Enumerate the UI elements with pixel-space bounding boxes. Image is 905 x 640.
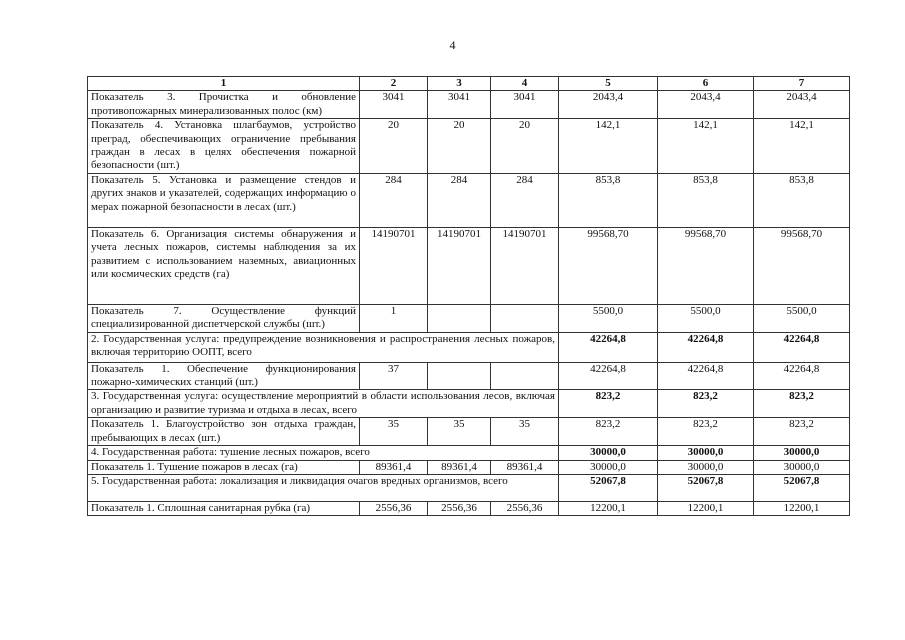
service-description: 5. Государственная работа: локализация и ликвидация очагов вредных организмов, всего <box>88 474 559 501</box>
value-cell: 12200,1 <box>559 501 658 515</box>
value-cell: 30000,0 <box>658 446 754 460</box>
column-header: 3 <box>428 77 491 91</box>
service-total-row <box>88 332 850 362</box>
value-cell: 823,2 <box>559 418 658 446</box>
value-cell: 853,8 <box>754 173 850 227</box>
column-header: 2 <box>360 77 428 91</box>
value-cell: 30000,0 <box>559 460 658 474</box>
value-cell: 52067,8 <box>658 474 754 501</box>
value-cell: 30000,0 <box>754 460 850 474</box>
service-total-row <box>88 390 850 418</box>
value-cell: 42264,8 <box>559 332 658 362</box>
value-cell: 284 <box>491 173 559 227</box>
value-cell <box>491 362 559 390</box>
value-cell: 5500,0 <box>559 304 658 332</box>
value-cell <box>491 304 559 332</box>
value-cell: 99568,70 <box>658 227 754 304</box>
service-total-row <box>88 474 850 501</box>
value-cell: 5500,0 <box>658 304 754 332</box>
value-cell: 3041 <box>360 91 428 119</box>
value-cell: 12200,1 <box>754 501 850 515</box>
value-cell: 284 <box>428 173 491 227</box>
indicator-row <box>88 304 850 332</box>
indicator-row <box>88 362 850 390</box>
value-cell: 2556,36 <box>360 501 428 515</box>
value-cell: 99568,70 <box>559 227 658 304</box>
value-cell: 52067,8 <box>559 474 658 501</box>
column-header: 1 <box>88 77 360 91</box>
value-cell: 30000,0 <box>754 446 850 460</box>
value-cell: 142,1 <box>559 119 658 174</box>
indicator-row <box>88 119 850 174</box>
value-cell: 1 <box>360 304 428 332</box>
indicator-description: Показатель 5. Установка и размещение стендов и других знаков и указателей, содержащих информацию о мерах пожарной безопасности в лесах (шт.) <box>88 173 360 227</box>
indicator-description: Показатель 1. Обеспечение функционирования пожарно-химических станций (шт.) <box>88 362 360 390</box>
value-cell: 823,2 <box>559 390 658 418</box>
value-cell: 12200,1 <box>658 501 754 515</box>
indicator-description: Показатель 1. Тушение пожаров в лесах (га) <box>88 460 360 474</box>
value-cell: 35 <box>360 418 428 446</box>
column-header: 5 <box>559 77 658 91</box>
value-cell: 142,1 <box>754 119 850 174</box>
value-cell: 3041 <box>428 91 491 119</box>
value-cell: 20 <box>428 119 491 174</box>
value-cell <box>428 304 491 332</box>
value-cell: 823,2 <box>754 390 850 418</box>
indicator-description: Показатель 6. Организация системы обнаружения и учета лесных пожаров, системы наблюдения за их развитием с использованием наземных, авиационных или космических средств (га) <box>88 227 360 304</box>
value-cell: 89361,4 <box>491 460 559 474</box>
indicator-description: Показатель 7. Осуществление функций специализированной диспетчерской службы (шт.) <box>88 304 360 332</box>
value-cell: 52067,8 <box>754 474 850 501</box>
value-cell: 853,8 <box>658 173 754 227</box>
budget-table <box>87 76 850 516</box>
table-header-row <box>88 77 850 91</box>
value-cell <box>428 362 491 390</box>
value-cell: 14190701 <box>491 227 559 304</box>
column-header: 7 <box>754 77 850 91</box>
page-number: 4 <box>449 38 456 52</box>
service-total-row <box>88 446 850 460</box>
indicator-row <box>88 501 850 515</box>
service-description: 4. Государственная работа: тушение лесных пожаров, всего <box>88 446 559 460</box>
service-description: 2. Государственная услуга: предупреждение возникновения и распространения лесных пожаров, включая территорию ООПТ, всего <box>88 332 559 362</box>
value-cell: 30000,0 <box>559 446 658 460</box>
value-cell: 89361,4 <box>360 460 428 474</box>
indicator-row <box>88 418 850 446</box>
value-cell: 142,1 <box>658 119 754 174</box>
value-cell: 3041 <box>491 91 559 119</box>
indicator-description: Показатель 1. Благоустройство зон отдыха граждан, пребывающих в лесах (шт.) <box>88 418 360 446</box>
value-cell: 42264,8 <box>754 362 850 390</box>
indicator-description: Показатель 4. Установка шлагбаумов, устройство преград, обеспечивающих ограничение пребывания граждан в лесах в целях обеспечения пожарной безопасности (шт.) <box>88 119 360 174</box>
value-cell: 42264,8 <box>559 362 658 390</box>
value-cell: 823,2 <box>754 418 850 446</box>
column-header: 6 <box>658 77 754 91</box>
value-cell: 823,2 <box>658 418 754 446</box>
value-cell: 42264,8 <box>754 332 850 362</box>
value-cell: 2043,4 <box>754 91 850 119</box>
value-cell: 42264,8 <box>658 332 754 362</box>
value-cell: 14190701 <box>428 227 491 304</box>
indicator-row <box>88 91 850 119</box>
indicator-row <box>88 227 850 304</box>
indicator-description: Показатель 3. Прочистка и обновление противопожарных минерализованных полос (км) <box>88 91 360 119</box>
value-cell: 284 <box>360 173 428 227</box>
value-cell: 42264,8 <box>658 362 754 390</box>
value-cell: 20 <box>360 119 428 174</box>
indicator-description: Показатель 1. Сплошная санитарная рубка (га) <box>88 501 360 515</box>
value-cell: 2043,4 <box>658 91 754 119</box>
column-header: 4 <box>491 77 559 91</box>
value-cell: 99568,70 <box>754 227 850 304</box>
value-cell: 30000,0 <box>658 460 754 474</box>
value-cell: 37 <box>360 362 428 390</box>
indicator-row <box>88 460 850 474</box>
value-cell: 35 <box>428 418 491 446</box>
indicator-row <box>88 173 850 227</box>
value-cell: 823,2 <box>658 390 754 418</box>
value-cell: 2556,36 <box>428 501 491 515</box>
value-cell: 2043,4 <box>559 91 658 119</box>
value-cell: 20 <box>491 119 559 174</box>
value-cell: 853,8 <box>559 173 658 227</box>
value-cell: 5500,0 <box>754 304 850 332</box>
value-cell: 35 <box>491 418 559 446</box>
value-cell: 2556,36 <box>491 501 559 515</box>
service-description: 3. Государственная услуга: осуществление мероприятий в области использования лесов, включая организацию и развитие туризма и отдыха в лесах, всего <box>88 390 559 418</box>
value-cell: 89361,4 <box>428 460 491 474</box>
value-cell: 14190701 <box>360 227 428 304</box>
